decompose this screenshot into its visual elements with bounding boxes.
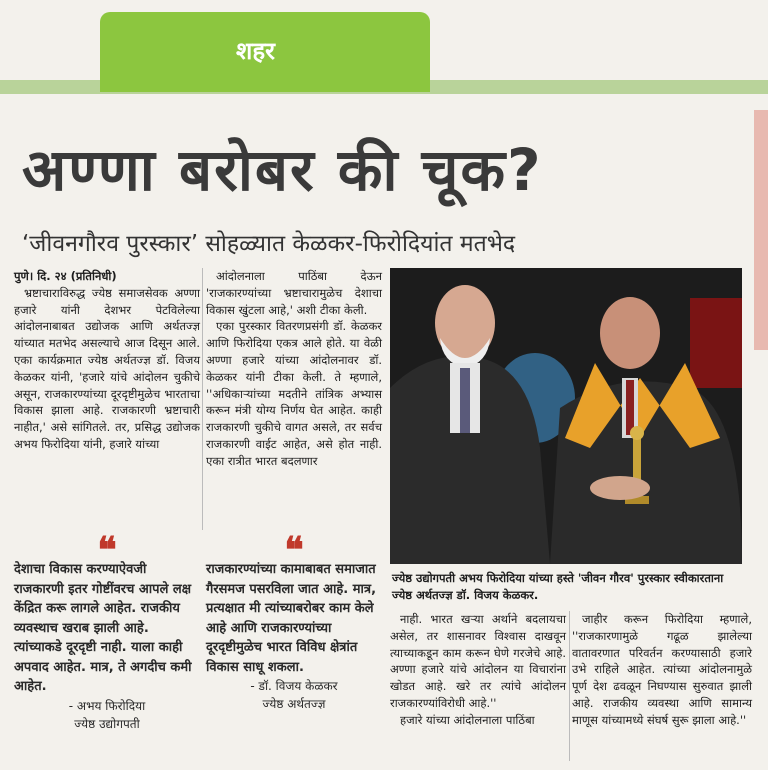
column-divider [202, 268, 203, 530]
subheadline: ‘जीवनगौरव पुरस्कार’ सोहळ्यात केळकर-फिरोदियांत मतभेद [22, 231, 516, 257]
article-column-3 [390, 611, 566, 729]
article-paragraph: हजारे यांच्या आंदोलनाला पाठिंबा [400, 712, 535, 727]
quote-author: - डॉ. विजय केळकर [250, 679, 338, 693]
quote-icon: ❝ [97, 529, 117, 571]
pull-quote-2 [206, 529, 382, 713]
dateline: पुणे। दि. २४ (प्रतिनिधी) [14, 269, 117, 283]
article-column-4 [572, 611, 752, 729]
article-paragraph: भ्रष्टाचाराविरुद्ध ज्येष्ठ समाजसेवक अण्णा हजारे यांनी देशभर पेटविलेल्या आंदोलनाबाबत उद्योजक आणि अर्थतज्ज्ञ यांच्यात मतभेद असल्याचे आज दिसून आले. एका कार्यक्रमात ज्येष्ठ अर्थतज्ज्ञ डॉ. विजय केळकर यांनी, 'हजारे यांचे आंदोलन चुकीचे असून, राजकारण्यांच्या दूरदृष्टीमुळेच भारताचा विकास झाला आहे. राजकारणी भ्रष्टाचारी नाहीत,' असे सांगितले. तर, प्रसिद्ध उद्योजक अभय फिरोदिया यांनी, हजारे यांच्या [14, 285, 200, 451]
award-photo [390, 268, 742, 564]
pull-quote-text: राजकारण्यांच्या कामाबाबत समाजात गैरसमज पसरविला जात आहे. मात्र, प्रत्यक्षात मी त्यांच्याबरोबर काम केले आहे आणि राजकारण्यांच्या दूरदृष्टीमुळेच भारत विविध क्षेत्रांत विकास साधू शकला. [206, 562, 377, 675]
pull-quote-text: देशाचा विकास करण्याऐवजी राजकारणी इतर गोष्टींवरच आपले लक्ष केंद्रित करू लागले आहेत. राजकीय व्यवस्थाच खराब झाली आहे. त्यांच्याकडे दूरदृष्टी नाही. याला काही अपवाद आहेत. मात्र, ते अगदीच कमी आहेत. [14, 562, 192, 694]
article-column-1 [14, 268, 200, 453]
quote-icon: ❝ [284, 529, 304, 571]
quote-author-role: ज्येष्ठ अर्थतज्ज्ञ [262, 697, 326, 711]
headline: अण्णा बरोबर की चूक? [22, 136, 543, 204]
article-column-2 [206, 268, 382, 470]
quote-author: - अभय फिरोदिया [68, 698, 146, 713]
article-paragraph: जाहीर करून फिरोदिया म्हणाले, ''राजकारणामुळे गढूळ झालेल्या वातावरणात परिवर्तन करण्यासाठी हजारे उभे राहिले आहेत. त्यांच्या आंदोलनामुळे पूर्ण देश ढवळून निघण्यास सुरुवात झाली आहे. राजकीय व्यवस्था आणि सामान्य माणूस यांच्यामध्ये संघर्ष सुरू झाला आहे.'' [572, 612, 752, 727]
quote-author-role: ज्येष्ठ उद्योगपती [74, 716, 140, 731]
adjacent-page-edge [754, 110, 768, 350]
article-paragraph: आंदोलनाला पाठिंबा देऊन 'राजकारण्यांच्या भ्रष्टाचारामुळेच देशाचा विकास खुंटला आहे,' अशी टीका केली. [206, 269, 382, 317]
photo-caption: ज्येष्ठ उद्योगपती अभय फिरोदिया यांच्या हस्ते 'जीवन गौरव' पुरस्कार स्वीकारताना ज्येष्ठ अर्थतज्ज्ञ डॉ. विजय केळकर. [392, 571, 724, 602]
award-ceremony-illustration [390, 268, 742, 564]
article-paragraph: एका पुरस्कार वितरणप्रसंगी डॉ. केळकर आणि फिरोदिया एकत्र आले होते. या वेळी अण्णा हजारे यांच्या आंदोलनावर डॉ. केळकर यांनी टीका केली. ते म्हणाले, ''अधिकाऱ्यांच्या मदतीने तांत्रिक अभ्यास करून मंत्री योग्य निर्णय घेत आहेत. काही राजकारणी चुकीचे वागत असले, तर सर्वच राजकारणी वाईट आहेत, असे होत नाही. एका रात्रीत भारत बदलणार [206, 319, 382, 468]
column-divider [569, 611, 570, 761]
section-label: शहर [236, 37, 275, 65]
pull-quote-1 [14, 529, 200, 733]
article-paragraph: नाही. भारत खऱ्या अर्थाने बदलायचा असेल, तर शासनावर विश्वास दाखवून त्याच्याकडून काम करून घेणे गरजेचे आहे. अण्णा हजारे यांचे आंदोलन या विचारांना खोडत आहे. खरे तर त्यांचे आंदोलन राजकारण्यांविरोधी आहे.'' [390, 612, 566, 710]
